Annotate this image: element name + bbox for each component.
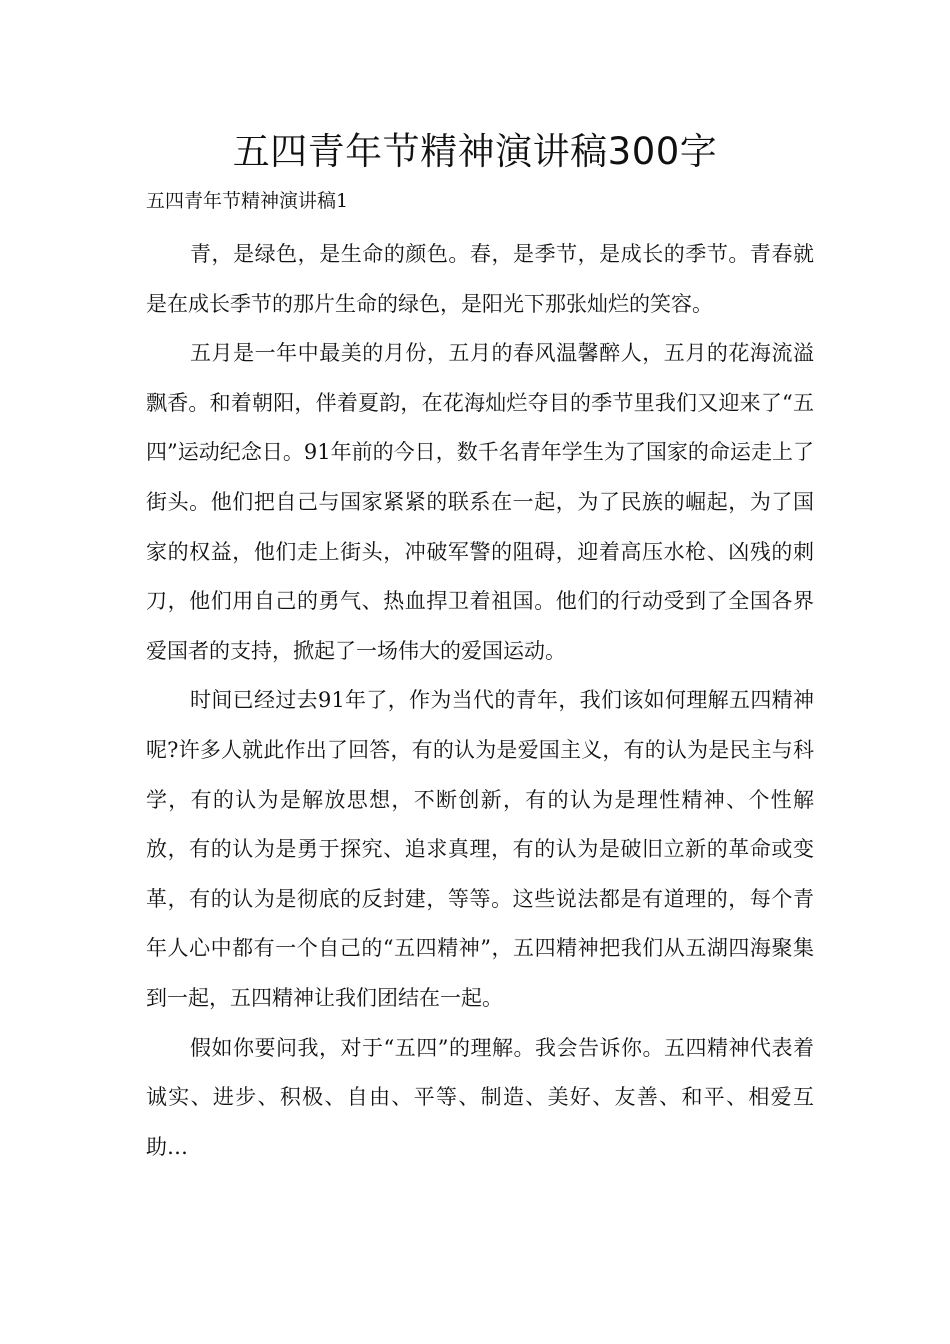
document-title: 五四青年节精神演讲稿300字: [232, 130, 718, 173]
document-body: [146, 230, 814, 1172]
paragraph-3: 时间已经过去91年了，作为当代的青年，我们该如何理解五四精神呢?许多人就此作出了回答，有的认为是爱国主义，有的认为是民主与科学，有的认为是解放思想，不断创新，有的认为是理性精神、个性解放，有的认为是勇于探究、追求真理，有的认为是破旧立新的革命或变革，有的认为是彻底的反封建，等等。这些说法都是有道理的，每个青年人心中都有一个自己的“五四精神”，五四精神把我们从五湖四海聚集到一起，五四精神让我们团结在一起。: [146, 688, 814, 1010]
paragraph-2: 五月是一年中最美的月份，五月的春风温馨醉人，五月的花海流溢飘香。和着朝阳，伴着夏韵，在花海灿烂夺目的季节里我们又迎来了“五四”运动纪念日。91年前的今日，数千名青年学生为了国家的命运走上了街头。他们把自己与国家紧紧的联系在一起，为了民族的崛起，为了国家的权益，他们走上街头，冲破军警的阻碍，迎着高压水枪、凶残的刺刀，他们用自己的勇气、热血捍卫着祖国。他们的行动受到了全国各界爱国者的支持，掀起了一场伟大的爱国运动。: [146, 341, 814, 663]
paragraph-4: 假如你要问我，对于“五四”的理解。我会告诉你。五四精神代表着诚实、进步、积极、自由、平等、制造、美好、友善、和平、相爱互助…: [146, 1035, 814, 1159]
paragraph-1: 青，是绿色，是生命的颜色。春，是季节，是成长的季节。青春就是在成长季节的那片生命的绿色，是阳光下那张灿烂的笑容。: [146, 242, 814, 316]
document-subtitle: 五四青年节精神演讲稿1: [146, 190, 349, 212]
